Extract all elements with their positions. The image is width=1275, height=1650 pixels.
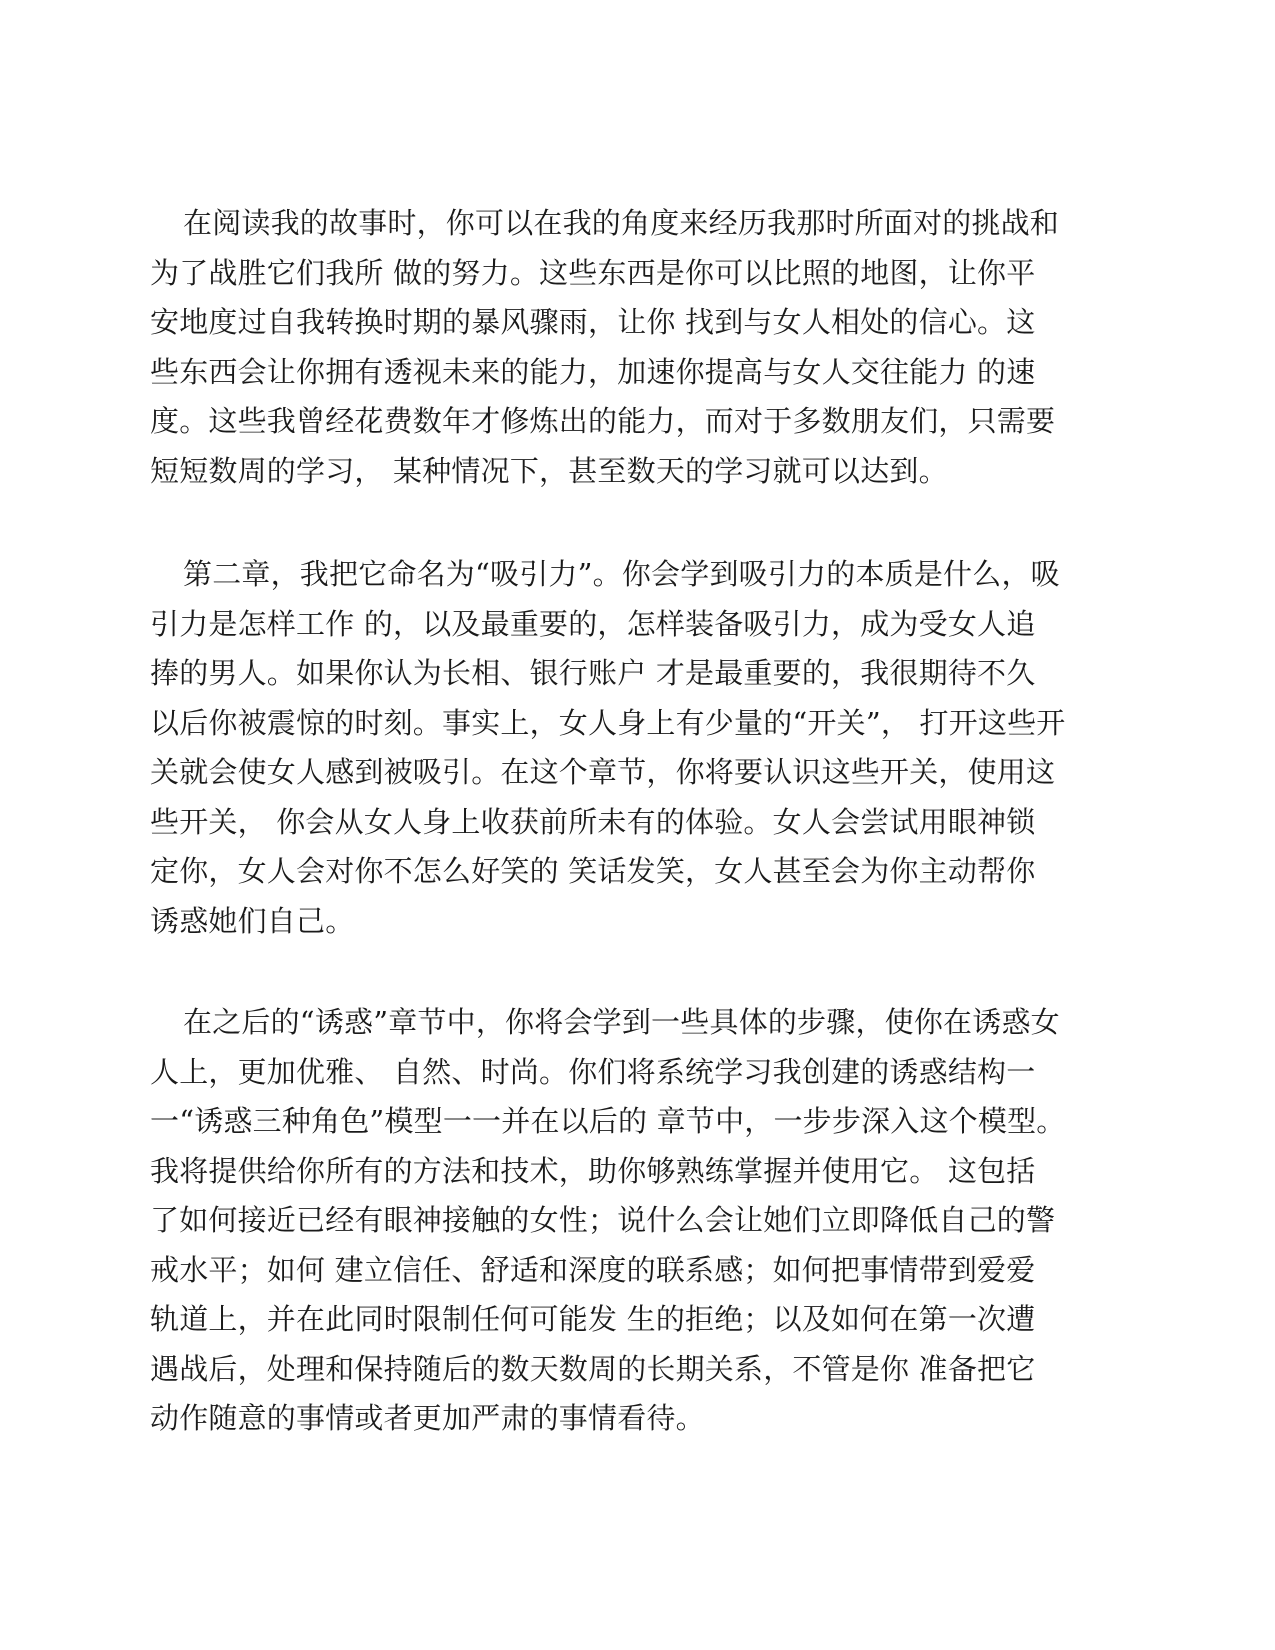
text-line: 了如何接近已经有眼神接触的女性；说什么会让她们立即降低自己的警	[150, 1203, 1056, 1237]
text-line: 我将提供给你所有的方法和技术，助你够熟练掌握并使用它。 这包括	[150, 1153, 1036, 1188]
text-line: 戒水平；如何 建立信任、舒适和深度的联系感；如何把事情带到爱爱	[150, 1252, 1036, 1287]
text-line: 引力是怎样工作 的，以及最重要的，怎样装备吸引力，成为受女人追	[150, 606, 1036, 641]
text-line: 度。这些我曾经花费数年才修炼出的能力，而对于多数朋友们，只需要	[150, 404, 1056, 438]
text-line: 在之后的“诱惑”章节中，你将会学到一些具体的步骤，使你在诱惑女	[183, 1005, 1060, 1039]
text-line: 关就会使女人感到被吸引。在这个章节，你将要认识这些开关，使用这	[150, 755, 1056, 789]
text-line: 在阅读我的故事时，你可以在我的角度来经历我那时所面对的挑战和	[183, 206, 1060, 240]
text-line: 些开关， 你会从女人身上收获前所未有的体验。女人会尝试用眼神锁	[150, 804, 1036, 839]
text-line: 遇战后，处理和保持随后的数天数周的长期关系，不管是你 准备把它	[150, 1351, 1036, 1386]
text-line: 第二章，我把它命名为“吸引力”。你会学到吸引力的本质是什么，吸	[183, 557, 1060, 591]
text-line: 短短数周的学习， 某种情况下，甚至数天的学习就可以达到。	[150, 453, 948, 488]
text-line: 定你，女人会对你不怎么好笑的 笑话发笑，女人甚至会为你主动帮你	[150, 854, 1036, 888]
text-line: 诱惑她们自己。	[150, 903, 355, 938]
text-line: 动作随意的事情或者更加严肃的事情看待。	[150, 1401, 705, 1435]
text-line: 为了战胜它们我所 做的努力。这些东西是你可以比照的地图，让你平	[150, 255, 1036, 290]
text-line: 人上，更加优雅、 自然、时尚。你们将系统学习我创建的诱惑结构一	[150, 1054, 1036, 1089]
text-line: 安地度过自我转换时期的暴风骤雨，让你 找到与女人相处的信心。这	[150, 305, 1036, 339]
text-line: 一“诱惑三种角色”模型一一并在以后的 章节中，一步步深入这个模型。	[150, 1104, 1066, 1138]
paragraph-seduction-chapter	[150, 998, 1125, 1444]
text-line: 轨道上，并在此同时限制任何可能发 生的拒绝；以及如何在第一次遭	[150, 1302, 1036, 1336]
text-line: 捧的男人。如果你认为长相、银行账户 才是最重要的，我很期待不久	[150, 656, 1036, 690]
paragraph-story-intro	[150, 199, 1125, 496]
text-line: 些东西会让你拥有透视未来的能力，加速你提高与女人交往能力 的速	[150, 354, 1036, 389]
paragraph-chapter-two	[150, 550, 1125, 946]
text-line: 以后你被震惊的时刻。事实上，女人身上有少量的“开关”， 打开这些开	[150, 705, 1066, 740]
